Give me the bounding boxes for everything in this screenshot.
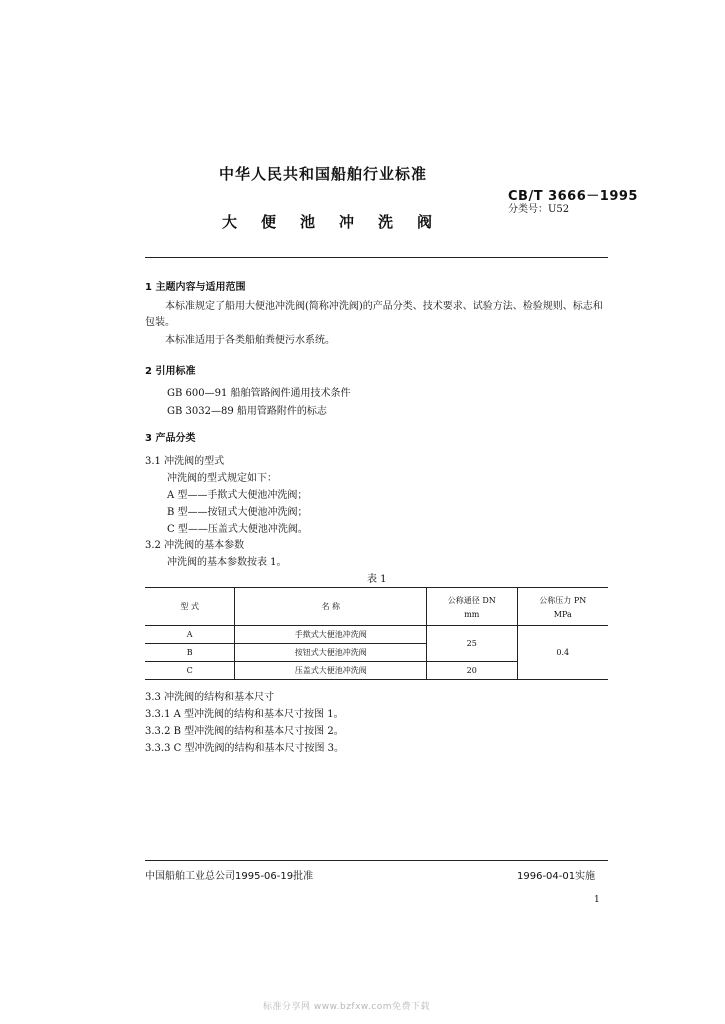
implementation-date: 1996-04-01实施 bbox=[517, 871, 596, 882]
section-3-3-3: 3.3.3 C 型冲洗阀的结构和基本尺寸按图 3。 bbox=[145, 743, 344, 754]
header-dn bbox=[427, 588, 517, 626]
section-1-heading: 1 主题内容与适用范围 bbox=[145, 282, 246, 293]
section-3-3-heading: 3.3 冲洗阀的结构和基本尺寸 bbox=[145, 692, 275, 703]
header-dn-label: 公称通径 DN bbox=[447, 595, 496, 605]
footer-rule bbox=[145, 860, 608, 861]
industry-standard-title: 中华人民共和国船舶行业标准 bbox=[219, 165, 428, 183]
table-caption: 表 1 bbox=[367, 574, 387, 585]
classification-code: 分类号：U52 bbox=[508, 204, 570, 215]
type-c-line: C 型——压盖式大便池冲洗阀。 bbox=[167, 524, 308, 535]
cell-name: 压盖式大便池冲洗阀 bbox=[235, 662, 427, 680]
cell-dn-ab: 25 bbox=[427, 626, 517, 662]
cell-type: C bbox=[145, 662, 235, 680]
header-pn-label: 公称压力 PN bbox=[539, 595, 587, 605]
cell-type: B bbox=[145, 644, 235, 662]
header-pn bbox=[517, 588, 608, 626]
section-3-3-2: 3.3.2 B 型冲洗阀的结构和基本尺寸按图 2。 bbox=[145, 726, 344, 737]
document-title: 大便池冲洗阀 bbox=[222, 213, 457, 231]
parameters-intro-line: 冲洗阀的基本参数按表 1。 bbox=[167, 557, 287, 568]
header-type: 型 式 bbox=[180, 602, 199, 611]
type-b-line: B 型——按钮式大便池冲洗阀； bbox=[167, 507, 308, 518]
table-row bbox=[145, 626, 608, 644]
cell-name: 按钮式大便池冲洗阀 bbox=[235, 644, 427, 662]
section-3-heading: 3 产品分类 bbox=[145, 433, 196, 444]
section-3-2-heading: 3.2 冲洗阀的基本参数 bbox=[145, 540, 245, 551]
type-intro-line: 冲洗阀的型式规定如下： bbox=[167, 473, 277, 484]
cell-name: 手揿式大便池冲洗阀 bbox=[235, 626, 427, 644]
parameters-table bbox=[145, 587, 608, 680]
header-dn-unit: mm bbox=[464, 609, 480, 619]
reference-gb3032: GB 3032—89 船用管路附件的标志 bbox=[167, 406, 327, 417]
cell-pn: 0.4 bbox=[517, 626, 608, 680]
header-name: 名 称 bbox=[235, 588, 427, 626]
watermark: 标准分享网 www.bzfxw.com免费下载 bbox=[263, 1002, 431, 1012]
section-2-heading: 2 引用标准 bbox=[145, 366, 196, 377]
cell-type: A bbox=[145, 626, 235, 644]
standard-code: CB/T 3666－1995 bbox=[508, 189, 638, 204]
section-1-paragraph-2: 本标准适用于各类船舶粪便污水系统。 bbox=[165, 335, 335, 346]
reference-gb600: GB 600—91 船舶管路阀件通用技术条件 bbox=[167, 388, 351, 399]
approval-line: 中国船舶工业总公司1995-06-19批准 bbox=[145, 871, 314, 882]
section-3-3-1: 3.3.1 A 型冲洗阀的结构和基本尺寸按图 1。 bbox=[145, 709, 344, 720]
section-1-paragraph-1: 本标准规定了船用大便池冲洗阀(简称冲洗阀)的产品分类、技术要求、试验方法、检验规则、标志和包装。 bbox=[145, 301, 603, 328]
type-a-line: A 型——手揿式大便池冲洗阀； bbox=[167, 490, 308, 501]
header-pn-unit: MPa bbox=[553, 609, 572, 619]
cell-dn-c: 20 bbox=[427, 662, 517, 680]
header-rule bbox=[145, 257, 608, 258]
page-number: 1 bbox=[594, 895, 600, 905]
section-3-1-heading: 3.1 冲洗阀的型式 bbox=[145, 456, 225, 467]
